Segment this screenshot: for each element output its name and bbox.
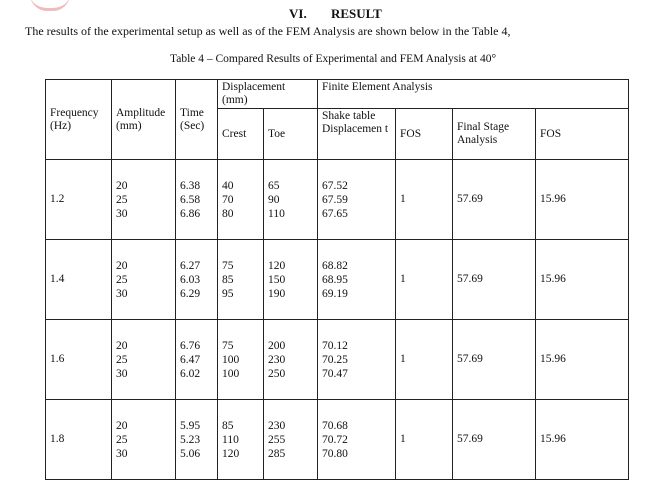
cell-crest — [218, 320, 264, 400]
cell-shake-displacement — [318, 240, 396, 320]
header-toe: Toe — [264, 109, 318, 160]
cell-value: 30 — [116, 367, 128, 380]
cell-value: 5.23 — [180, 433, 201, 446]
cell-value: 285 — [268, 447, 286, 460]
cell-final-stage: 57.69 — [453, 240, 536, 320]
cell-crest — [218, 400, 264, 480]
header-fos-1: FOS — [396, 109, 453, 160]
cell-value: 6.02 — [180, 367, 201, 380]
header-fos-2: FOS — [536, 109, 629, 160]
cell-fos-1: 1 — [396, 320, 453, 400]
cell-value: 25 — [116, 433, 128, 446]
cell-value: 40 — [222, 179, 234, 192]
cell-value: 120 — [222, 447, 240, 460]
cell-value: 6.03 — [180, 273, 201, 286]
cell-value: 5.06 — [180, 447, 201, 460]
header-final-stage: Final Stage Analysis — [453, 109, 536, 160]
cell-value: 95 — [222, 287, 234, 300]
cell-amplitude — [112, 320, 176, 400]
cell-value: 70.80 — [322, 447, 348, 460]
cell-time — [176, 160, 218, 240]
cell-value: 70.47 — [322, 367, 348, 380]
cell-time — [176, 400, 218, 480]
cell-value: 230 — [268, 419, 286, 432]
cell-value: 70 — [222, 193, 234, 206]
cell-value: 85 — [222, 419, 234, 432]
table-row — [46, 160, 629, 240]
cell-frequency: 1.6 — [46, 320, 112, 400]
cell-value: 230 — [268, 353, 286, 366]
cell-value: 67.65 — [322, 207, 348, 220]
cell-value: 20 — [116, 339, 128, 352]
cell-value: 25 — [116, 273, 128, 286]
intro-paragraph: The results of the experimental setup as well as of the FEM Analysis are shown below in the Table 4, — [25, 24, 511, 38]
cell-value: 65 — [268, 179, 280, 192]
cell-value: 30 — [116, 287, 128, 300]
cell-shake-displacement — [318, 160, 396, 240]
cell-frequency: 1.8 — [46, 400, 112, 480]
cell-value: 85 — [222, 273, 234, 286]
cell-value: 68.82 — [322, 259, 348, 272]
cell-value: 20 — [116, 419, 128, 432]
table-row — [46, 240, 629, 320]
cell-value: 70.12 — [322, 339, 348, 352]
cell-toe — [264, 320, 318, 400]
cell-value: 250 — [268, 367, 286, 380]
cell-shake-displacement — [318, 400, 396, 480]
cell-value: 30 — [116, 447, 128, 460]
cell-toe — [264, 400, 318, 480]
header-fea: Finite Element Analysis — [318, 80, 629, 109]
cell-final-stage: 57.69 — [453, 320, 536, 400]
cell-time — [176, 320, 218, 400]
cell-shake-displacement — [318, 320, 396, 400]
cell-value: 75 — [222, 259, 234, 272]
cell-value: 20 — [116, 259, 128, 272]
cell-final-stage: 57.69 — [453, 160, 536, 240]
cell-value: 67.52 — [322, 179, 348, 192]
cell-toe — [264, 160, 318, 240]
cell-value: 200 — [268, 339, 286, 352]
header-time: Time (Sec) — [176, 80, 218, 160]
cell-crest — [218, 160, 264, 240]
table-row — [46, 400, 629, 480]
decorative-mark — [30, 0, 70, 11]
cell-value: 100 — [222, 367, 240, 380]
cell-value: 90 — [268, 193, 280, 206]
cell-value: 30 — [116, 207, 128, 220]
cell-toe — [264, 240, 318, 320]
cell-value: 120 — [268, 259, 286, 272]
cell-value: 67.59 — [322, 193, 348, 206]
section-title: RESULT — [331, 6, 382, 21]
cell-value: 110 — [222, 433, 239, 446]
cell-value: 68.95 — [322, 273, 348, 286]
header-frequency: Frequency (Hz) — [46, 80, 112, 160]
cell-value: 150 — [268, 273, 286, 286]
cell-value: 190 — [268, 287, 286, 300]
cell-value: 6.76 — [180, 339, 201, 352]
cell-value: 70.68 — [322, 419, 348, 432]
cell-value: 6.29 — [180, 287, 201, 300]
header-amplitude: Amplitude (mm) — [112, 80, 176, 160]
cell-fos-2: 15.96 — [536, 240, 629, 320]
cell-crest — [218, 240, 264, 320]
cell-value: 110 — [268, 207, 285, 220]
cell-value: 6.38 — [180, 179, 201, 192]
section-number: VI. — [289, 6, 307, 21]
cell-frequency: 1.4 — [46, 240, 112, 320]
cell-value: 255 — [268, 433, 286, 446]
cell-amplitude — [112, 240, 176, 320]
cell-fos-2: 15.96 — [536, 400, 629, 480]
cell-value: 70.72 — [322, 433, 348, 446]
cell-value: 69.19 — [322, 287, 348, 300]
cell-fos-1: 1 — [396, 160, 453, 240]
cell-value: 100 — [222, 353, 240, 366]
table-row — [46, 320, 629, 400]
cell-value: 70.25 — [322, 353, 348, 366]
cell-value: 6.86 — [180, 207, 201, 220]
header-crest: Crest — [218, 109, 264, 160]
cell-value: 20 — [116, 179, 128, 192]
cell-value: 6.27 — [180, 259, 201, 272]
cell-time — [176, 240, 218, 320]
cell-value: 25 — [116, 353, 128, 366]
cell-fos-2: 15.96 — [536, 320, 629, 400]
cell-amplitude — [112, 400, 176, 480]
cell-final-stage: 57.69 — [453, 400, 536, 480]
cell-value: 6.47 — [180, 353, 201, 366]
cell-value: 6.58 — [180, 193, 201, 206]
cell-frequency: 1.2 — [46, 160, 112, 240]
cell-fos-1: 1 — [396, 240, 453, 320]
header-shake-displacement: Shake table Displacemen t — [318, 109, 396, 160]
cell-amplitude — [112, 160, 176, 240]
cell-value: 75 — [222, 339, 234, 352]
cell-value: 5.95 — [180, 419, 201, 432]
cell-fos-2: 15.96 — [536, 160, 629, 240]
cell-fos-1: 1 — [396, 400, 453, 480]
cell-value: 80 — [222, 207, 234, 220]
cell-value: 25 — [116, 193, 128, 206]
table-caption: Table 4 – Compared Results of Experimental and FEM Analysis at 40° — [170, 53, 497, 65]
header-displacement: Displacement (mm) — [218, 80, 318, 109]
results-table — [45, 79, 629, 480]
